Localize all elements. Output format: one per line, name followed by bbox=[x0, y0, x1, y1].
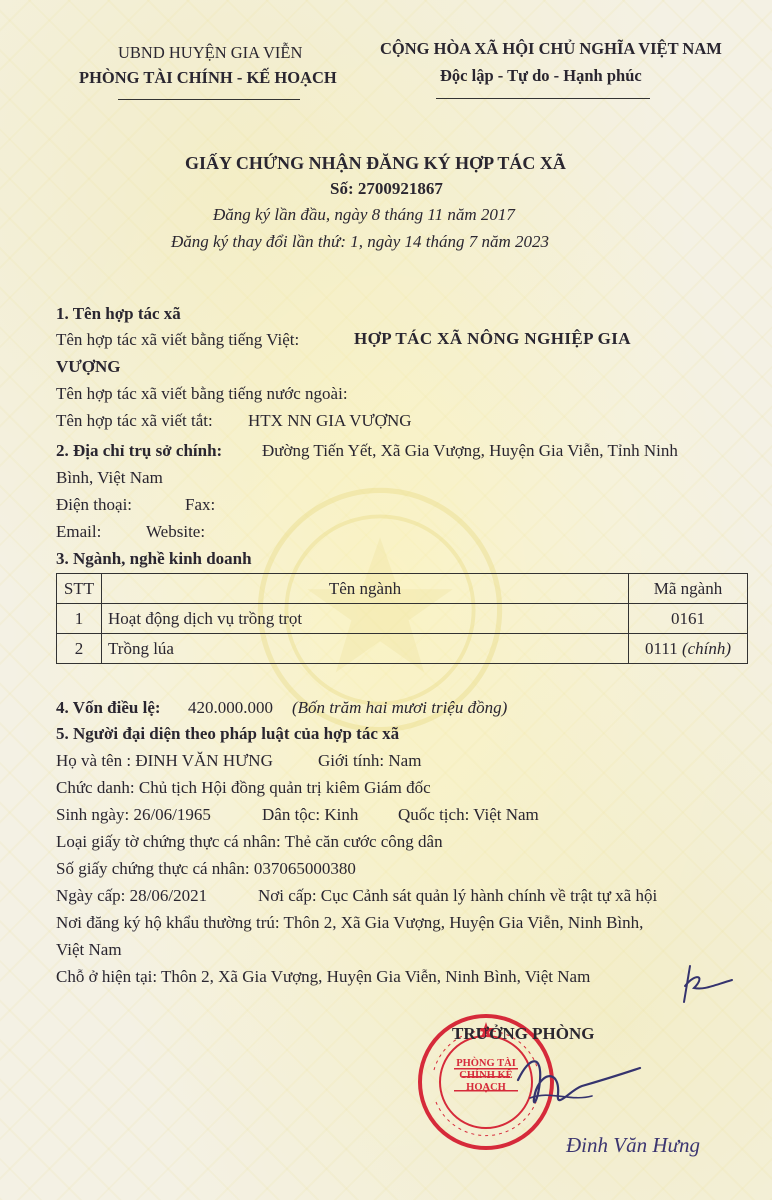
row-code: 0161 bbox=[629, 604, 748, 634]
rep-current-address: Chỗ ở hiện tại: Thôn 2, Xã Gia Vượng, Huyện Gia Viễn, Ninh Bình, Việt Nam bbox=[56, 967, 591, 986]
row-name: Hoạt động dịch vụ trồng trọt bbox=[102, 604, 629, 634]
rep-nationality: Quốc tịch: Việt Nam bbox=[398, 805, 539, 824]
name-short-label: Tên hợp tác xã viết tắt: bbox=[56, 411, 213, 430]
rep-issue-place: Nơi cấp: Cục Cảnh sát quản lý hành chính về trật tự xã hội bbox=[258, 886, 658, 905]
row-code-note: (chính) bbox=[681, 638, 732, 658]
rep-issue-date: Ngày cấp: 28/06/2021 bbox=[56, 886, 208, 905]
signer-role: TRƯỞNG PHÒNG bbox=[452, 1024, 595, 1043]
name-vietnamese-value-cont: VƯỢNG bbox=[56, 357, 121, 376]
col-stt: STT bbox=[57, 574, 102, 604]
charter-capital-words: (Bốn trăm hai mươi triệu đồng) bbox=[292, 698, 508, 717]
row-code-cell bbox=[629, 634, 748, 664]
address-line-2: Bình, Việt Nam bbox=[56, 468, 163, 487]
initial-mark-icon bbox=[676, 962, 736, 1006]
charter-capital-amount: 420.000.000 bbox=[188, 698, 273, 717]
section-2-heading: 2. Địa chỉ trụ sở chính: bbox=[56, 441, 223, 460]
section-3-heading: 3. Ngành, nghề kinh doanh bbox=[56, 549, 252, 568]
address-line-1: Đường Tiến Yết, Xã Gia Vượng, Huyện Gia Viễn, Tỉnh Ninh bbox=[262, 441, 678, 460]
table-header-row bbox=[57, 574, 748, 604]
section-1-heading: 1. Tên hợp tác xã bbox=[56, 304, 181, 323]
rep-permanent-address: Nơi đăng ký hộ khẩu thường trú: Thôn 2, Xã Gia Vượng, Huyện Gia Viễn, Ninh Bình, bbox=[56, 913, 644, 932]
rep-title: Chức danh: Chủ tịch Hội đồng quản trị kiêm Giám đốc bbox=[56, 778, 431, 797]
col-name: Tên ngành bbox=[102, 574, 629, 604]
rep-id-type: Loại giấy tờ chứng thực cá nhân: Thẻ căn cước công dân bbox=[56, 832, 443, 851]
name-vietnamese-value: HỢP TÁC XÃ NÔNG NGHIỆP GIA bbox=[354, 329, 631, 348]
change-registration: Đăng ký thay đổi lần thứ: 1, ngày 14 tháng 7 năm 2023 bbox=[171, 232, 550, 251]
name-vietnamese-label: Tên hợp tác xã viết bằng tiếng Việt: bbox=[56, 330, 300, 349]
country-name: CỘNG HÒA XÃ HỘI CHỦ NGHĨA VIỆT NAM bbox=[380, 39, 722, 58]
fax-label: Fax: bbox=[185, 495, 216, 514]
row-stt: 1 bbox=[57, 604, 102, 634]
table-row bbox=[57, 604, 748, 634]
first-registration: Đăng ký lần đầu, ngày 8 tháng 11 năm 2017 bbox=[213, 205, 515, 224]
signer-name: Đinh Văn Hưng bbox=[566, 1133, 700, 1157]
rep-permanent-address-cont: Việt Nam bbox=[56, 940, 122, 959]
section-5-heading: 5. Người đại diện theo pháp luật của hợp tác xã bbox=[56, 724, 400, 743]
header-right-underline bbox=[436, 98, 650, 99]
name-short-value: HTX NN GIA VƯỢNG bbox=[248, 411, 412, 430]
name-foreign-label: Tên hợp tác xã viết bằng tiếng nước ngoài: bbox=[56, 384, 348, 403]
website-label: Website: bbox=[146, 522, 206, 541]
table-row bbox=[57, 634, 748, 664]
rep-ethnicity: Dân tộc: Kinh bbox=[262, 805, 359, 824]
signature-mark-icon bbox=[500, 1050, 650, 1120]
business-lines-table bbox=[56, 573, 748, 664]
row-code: 0111 bbox=[644, 638, 678, 658]
row-name: Trồng lúa bbox=[102, 634, 629, 664]
issuer-authority: UBND HUYỆN GIA VIỄN bbox=[118, 43, 303, 62]
row-stt: 2 bbox=[57, 634, 102, 664]
issuer-department: PHÒNG TÀI CHÍNH - KẾ HOẠCH bbox=[79, 68, 337, 87]
rep-id-number: Số giấy chứng thực cá nhân: 037065000380 bbox=[56, 859, 356, 878]
phone-label: Điện thoại: bbox=[56, 495, 133, 514]
email-label: Email: bbox=[56, 522, 102, 541]
national-motto: Độc lập - Tự do - Hạnh phúc bbox=[440, 66, 642, 85]
certificate-number: Số: 2700921867 bbox=[330, 179, 443, 198]
seal-text: PHÒNG TÀI CHÍNH KẾ HOẠCH bbox=[456, 1058, 516, 1093]
section-4-label: 4. Vốn điều lệ: bbox=[56, 698, 161, 717]
header-left-underline bbox=[118, 99, 300, 100]
rep-name: Họ và tên : ĐINH VĂN HƯNG bbox=[56, 751, 273, 770]
rep-dob: Sinh ngày: 26/06/1965 bbox=[56, 805, 211, 824]
col-code: Mã ngành bbox=[629, 574, 748, 604]
rep-gender: Giới tính: Nam bbox=[318, 751, 422, 770]
document-title: GIẤY CHỨNG NHẬN ĐĂNG KÝ HỢP TÁC XÃ bbox=[185, 153, 566, 173]
